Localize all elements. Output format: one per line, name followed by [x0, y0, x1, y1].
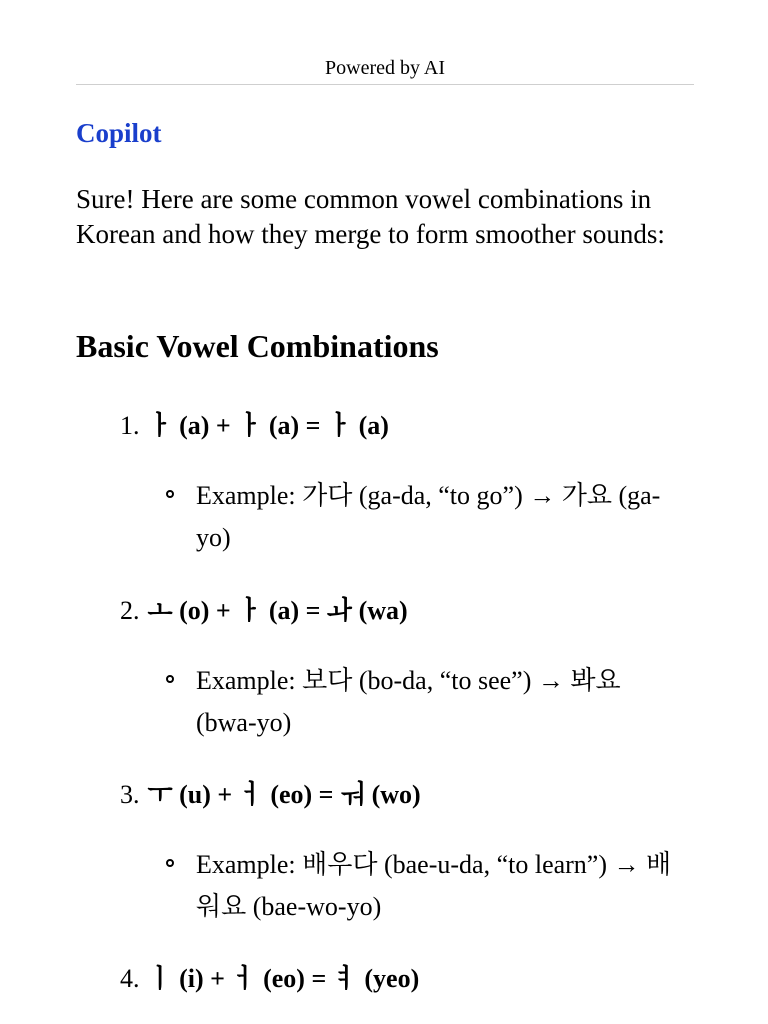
header-divider: [76, 84, 694, 85]
bullet-icon: [166, 675, 174, 683]
combination-item-1: [120, 409, 389, 443]
intro-paragraph: Sure! Here are some common vowel combinations in Korean and how they merge to form smoother sounds:: [76, 184, 665, 249]
combination-item-4: [120, 962, 419, 996]
combination-number: 2.: [120, 596, 140, 625]
combination-item-2: [120, 594, 408, 628]
combination-number: 4.: [120, 964, 140, 993]
combination-formula: ㅏ (a) + ㅏ (a) = ㅏ (a): [147, 411, 389, 440]
combination-item-3: [120, 778, 421, 812]
example-text: Example: 가다 (ga-da, “to go”) → 가요 (ga-yo): [196, 481, 661, 552]
example-text: Example: 보다 (bo-da, “to see”) → 봐요 (bwa-yo): [196, 666, 621, 737]
combination-formula: ㅣ (i) + ㅓ (eo) = ㅕ (yeo): [147, 964, 420, 993]
powered-by-label: Powered by AI: [325, 57, 445, 79]
section-heading: Basic Vowel Combinations: [76, 328, 439, 364]
combination-number: 3.: [120, 780, 140, 809]
document-page: [76, 0, 694, 1024]
combination-number: 1.: [120, 411, 140, 440]
combination-formula: ㅜ (u) + ㅓ (eo) = ㅝ (wo): [147, 780, 421, 809]
combination-formula: ㅗ (o) + ㅏ (a) = ㅘ (wa): [147, 596, 408, 625]
bullet-icon: [166, 490, 174, 498]
example-item-1: [196, 475, 674, 559]
speaker-name: Copilot: [76, 118, 162, 148]
example-text: Example: 배우다 (bae-u-da, “to learn”) → 배워요 (bae-wo-yo): [196, 850, 672, 921]
example-item-3: [196, 844, 674, 928]
bullet-icon: [166, 859, 174, 867]
example-item-2: [196, 660, 674, 744]
